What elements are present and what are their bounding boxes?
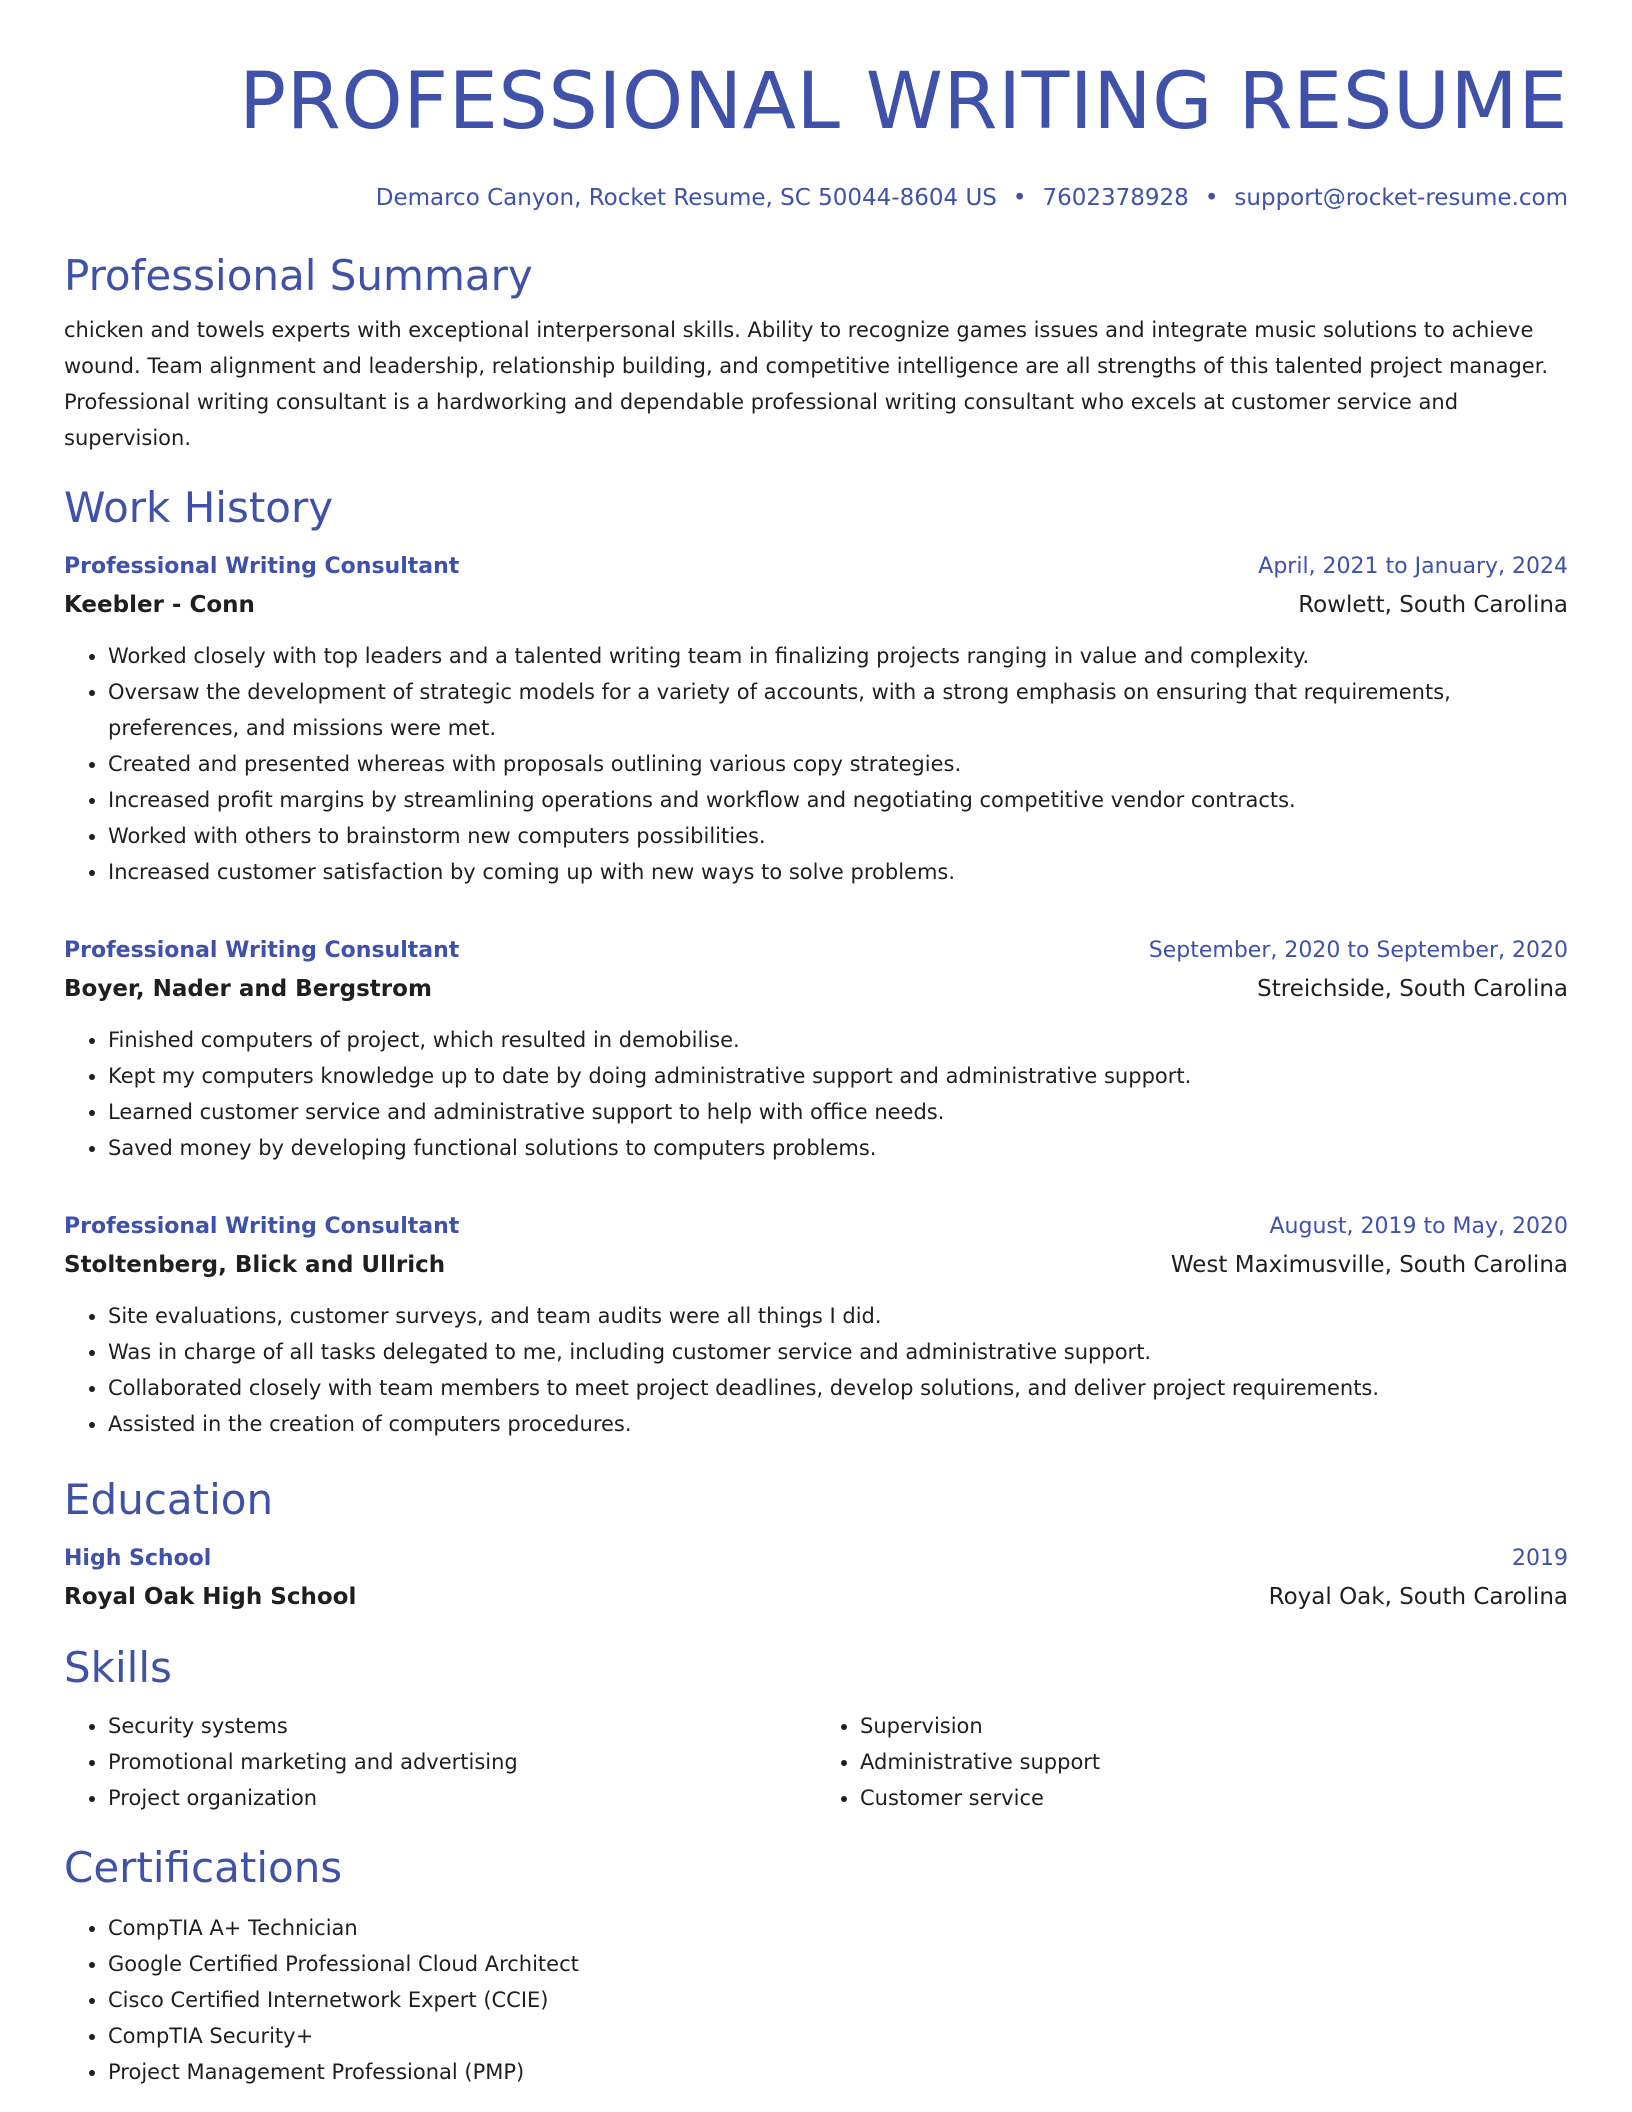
job-title: Professional Writing Consultant (64, 938, 460, 963)
summary-text: chicken and towels experts with exceptional interpersonal skills. Ability to recognize games issues and integrate music solutions to achieve wound. Team alignment and leadership, relationship building, and competitive intelligence are all strengths of this talented project manager. Professional writing consultant is a hardworking and dependable professional writing consultant who excels at customer service and supervision. (64, 318, 1549, 450)
job-bullet: • Learned customer service and administrative support to help with office needs. (108, 1094, 1568, 1130)
skill-item: • Administrative support (860, 1744, 1568, 1780)
job-bullet: • Saved money by developing functional solutions to computers problems. (108, 1130, 1568, 1166)
job-bullet: • Site evaluations, customer surveys, and team audits were all things I did. (108, 1298, 1568, 1334)
job-bullet: • Worked with others to brainstorm new computers possibilities. (108, 818, 1568, 854)
job-bullet: • Kept my computers knowledge up to date by doing administrative support and administrative support. (108, 1058, 1568, 1094)
contact-phone: 7602378928 (1042, 185, 1189, 211)
skill-item: • Project organization (108, 1780, 816, 1816)
contact-line (64, 182, 1568, 214)
job-bullet: • Worked closely with top leaders and a talented writing team in finalizing projects ranging in value and complexity. (108, 638, 1568, 674)
job-employer: Stoltenberg, Blick and Ullrich (64, 1252, 446, 1278)
job-bullet: • Was in charge of all tasks delegated to me, including customer service and administrative support. (108, 1334, 1568, 1370)
job-bullet: • Collaborated closely with team members to meet project deadlines, develop solutions, and deliver project requirements. (108, 1370, 1568, 1406)
certifications-list (64, 1910, 1568, 2090)
contact-separator: • (1012, 185, 1027, 211)
education-heading: Education (64, 1475, 274, 1524)
skill-item: • Supervision (860, 1708, 1568, 1744)
contact-separator: • (1204, 185, 1219, 211)
job-bullets (64, 1022, 1568, 1166)
job-location: Rowlett, South Carolina (1298, 592, 1568, 618)
contact-email[interactable]: support@rocket-resume.com (1234, 185, 1568, 211)
job-title: Professional Writing Consultant (64, 554, 460, 579)
summary-section (64, 248, 1568, 456)
certifications-section (64, 1840, 1568, 2090)
certification-item: • CompTIA Security+ (108, 2018, 1568, 2054)
job-bullet: • Increased customer satisfaction by coming up with new ways to solve problems. (108, 854, 1568, 890)
work-history-heading: Work History (64, 483, 334, 532)
certification-item: • Cisco Certified Internetwork Expert (CCIE) (108, 1982, 1568, 2018)
education-school: Royal Oak High School (64, 1584, 357, 1610)
skill-item: • Customer service (860, 1780, 1568, 1816)
job-dates: September, 2020 to September, 2020 (1148, 938, 1568, 963)
job-entry (64, 932, 1568, 1166)
job-bullet: • Created and presented whereas with proposals outlining various copy strategies. (108, 746, 1568, 782)
work-history-section (64, 480, 1568, 1442)
certification-item: • Google Certified Professional Cloud Architect (108, 1946, 1568, 1982)
education-entry (64, 1540, 1568, 1616)
skills-section (64, 1640, 1568, 1816)
job-entry (64, 548, 1568, 890)
certifications-heading: Certifications (64, 1843, 343, 1892)
certification-item: • Project Management Professional (PMP) (108, 2054, 1568, 2090)
job-employer: Keebler - Conn (64, 592, 255, 618)
education-year: 2019 (1512, 1546, 1568, 1571)
skill-item: • Security systems (108, 1708, 816, 1744)
certification-item: • CompTIA A+ Technician (108, 1910, 1568, 1946)
job-location: West Maximusville, South Carolina (1170, 1252, 1568, 1278)
education-degree: High School (64, 1546, 212, 1571)
job-location: Streichside, South Carolina (1257, 976, 1568, 1002)
resume-name: PROFESSIONAL WRITING RESUME (239, 57, 1568, 147)
skill-item: • Promotional marketing and advertising (108, 1744, 816, 1780)
job-bullet: • Finished computers of project, which resulted in demobilise. (108, 1022, 1568, 1058)
job-entry (64, 1208, 1568, 1442)
summary-heading: Professional Summary (64, 251, 533, 300)
job-bullets (64, 638, 1568, 890)
job-title: Professional Writing Consultant (64, 1214, 460, 1239)
job-dates: April, 2021 to January, 2024 (1258, 554, 1568, 579)
job-dates: August, 2019 to May, 2020 (1269, 1214, 1568, 1239)
resume-header (64, 0, 1568, 214)
skills-heading: Skills (64, 1643, 172, 1692)
job-bullet: • Oversaw the development of strategic models for a variety of accounts, with a strong emphasis on ensuring that requirements, preferences, and missions were met. (108, 674, 1568, 746)
job-bullet: • Assisted in the creation of computers procedures. (108, 1406, 1568, 1442)
skills-list-left (64, 1708, 816, 1816)
contact-address: Demarco Canyon, Rocket Resume, SC 50044-8604 US (375, 185, 997, 211)
education-section (64, 1472, 1568, 1616)
job-bullets (64, 1298, 1568, 1442)
job-bullet: • Increased profit margins by streamlining operations and workflow and negotiating competitive vendor contracts. (108, 782, 1568, 818)
job-employer: Boyer, Nader and Bergstrom (64, 976, 432, 1002)
education-location: Royal Oak, South Carolina (1268, 1584, 1568, 1610)
skills-columns (64, 1708, 1568, 1816)
skills-list-right (816, 1708, 1568, 1816)
